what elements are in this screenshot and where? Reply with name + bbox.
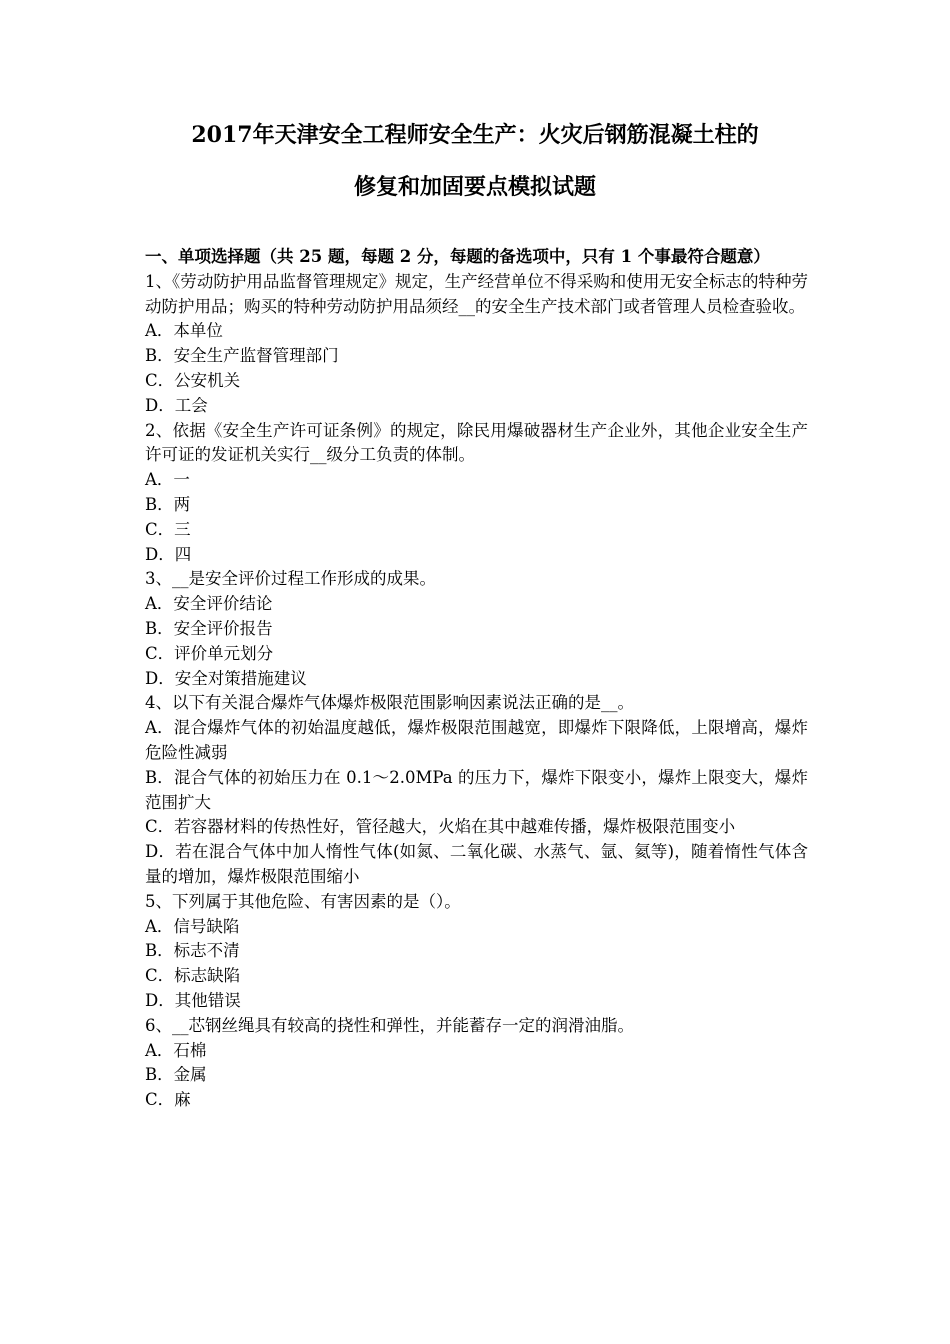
option-c: C．若容器材料的传热性好，管径越大，火焰在其中越难传播，爆炸极限范围变小 — [145, 817, 736, 837]
question-4 — [145, 691, 808, 889]
option-d: D．工会 — [145, 395, 208, 415]
option-b: B．安全评价报告 — [145, 618, 273, 638]
option-a: A．安全评价结论 — [145, 594, 273, 614]
question-6 — [145, 1014, 808, 1113]
option-d: D．四 — [145, 544, 192, 564]
question-stem: 3、__是安全评价过程工作形成的成果。 — [145, 569, 436, 589]
page-title-line-2: 修复和加固要点模拟试题 — [353, 174, 596, 200]
option-a: A．信号缺陷 — [145, 916, 240, 936]
option-c: C．三 — [145, 519, 191, 539]
option-c: C．标志缺陷 — [145, 966, 241, 986]
question-2 — [145, 419, 808, 568]
question-stem: 5、下列属于其他危险、有害因素的是（）。 — [145, 891, 461, 911]
option-d: D．安全对策措施建议 — [145, 668, 307, 688]
question-stem: 6、__芯钢丝绳具有较高的挠性和弹性，并能蓄存一定的润滑油脂。 — [145, 1015, 634, 1035]
question-stem: 1、《劳动防护用品监督管理规定》规定，生产经营单位不得采购和使用无安全标志的特种劳动防护用品；购买的特种劳动防护用品须经__的安全生产技术部门或者管理人员检查验收。 — [145, 271, 808, 316]
option-a: A．石棉 — [145, 1040, 207, 1060]
option-c: C．公安机关 — [145, 370, 241, 390]
document-body — [145, 245, 808, 1113]
question-5 — [145, 890, 808, 1014]
option-b: B．标志不清 — [145, 941, 240, 961]
option-a: A．混合爆炸气体的初始温度越低，爆炸极限范围越宽，即爆炸下限降低，上限增高，爆炸危险性减弱 — [145, 718, 808, 762]
section-heading: 一、单项选择题（共 25 题，每题 2 分，每题的备选项中，只有 1 个事最符合题意） — [145, 247, 770, 266]
option-b: B．安全生产监督管理部门 — [145, 346, 339, 366]
option-b: B．混合气体的初始压力在 0.1～2.0MPa 的压力下，爆炸下限变小，爆炸上限变大，爆炸范围扩大 — [145, 767, 808, 812]
question-3 — [145, 567, 808, 691]
option-b: B．金属 — [145, 1065, 207, 1085]
page-title-line-1: 2017年天津安全工程师安全生产：火灾后钢筋混凝土柱的 — [191, 122, 759, 148]
option-d: D．其他错误 — [145, 990, 241, 1010]
option-a: A．本单位 — [145, 321, 223, 341]
question-stem: 2、依据《安全生产许可证条例》的规定，除民用爆破器材生产企业外，其他企业安全生产许可证的发证机关实行__级分工负责的体制。 — [145, 420, 808, 465]
option-b: B．两 — [145, 494, 191, 514]
option-c: C．评价单元划分 — [145, 643, 274, 663]
question-stem: 4、以下有关混合爆炸气体爆炸极限范围影响因素说法正确的是__。 — [145, 693, 634, 713]
question-1 — [145, 270, 808, 419]
option-c: C．麻 — [145, 1090, 191, 1110]
option-a: A．一 — [145, 470, 190, 490]
option-d: D．若在混合气体中加人惰性气体(如氮、二氧化碳、水蒸气、氩、氦等)，随着惰性气体含量的增加，爆炸极限范围缩小 — [145, 842, 808, 886]
